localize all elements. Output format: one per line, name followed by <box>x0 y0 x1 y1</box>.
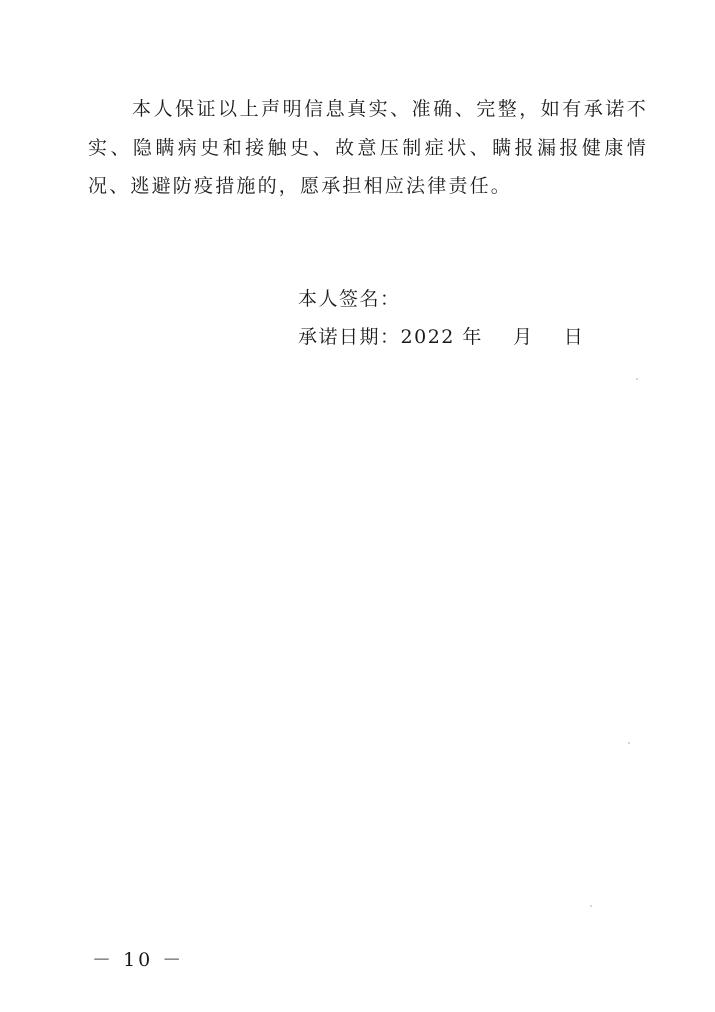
page-dash-right: － <box>162 949 185 971</box>
signature-block <box>298 280 584 356</box>
date-year: 2022 <box>400 326 455 348</box>
scan-speck <box>628 742 630 744</box>
date-line <box>298 318 584 356</box>
signature-label: 本人签名： <box>298 288 401 310</box>
scan-speck <box>590 905 592 907</box>
date-label: 承诺日期： <box>298 326 401 348</box>
scan-speck <box>636 378 638 380</box>
declaration-paragraph: 本人保证以上声明信息真实、准确、完整，如有承诺不实、隐瞒病史和接触史、故意压制症状、瞒报漏报健康情况、逃避防疫措施的，愿承担相应法律责任。 <box>88 98 648 197</box>
date-year-unit: 年 <box>462 326 483 348</box>
page-number-value: 10 <box>123 949 154 971</box>
page-number <box>92 945 184 972</box>
signature-line <box>298 280 584 318</box>
date-month-unit: 月 <box>513 326 534 348</box>
date-day-unit: 日 <box>563 326 585 348</box>
page-dash-left: － <box>92 949 115 971</box>
